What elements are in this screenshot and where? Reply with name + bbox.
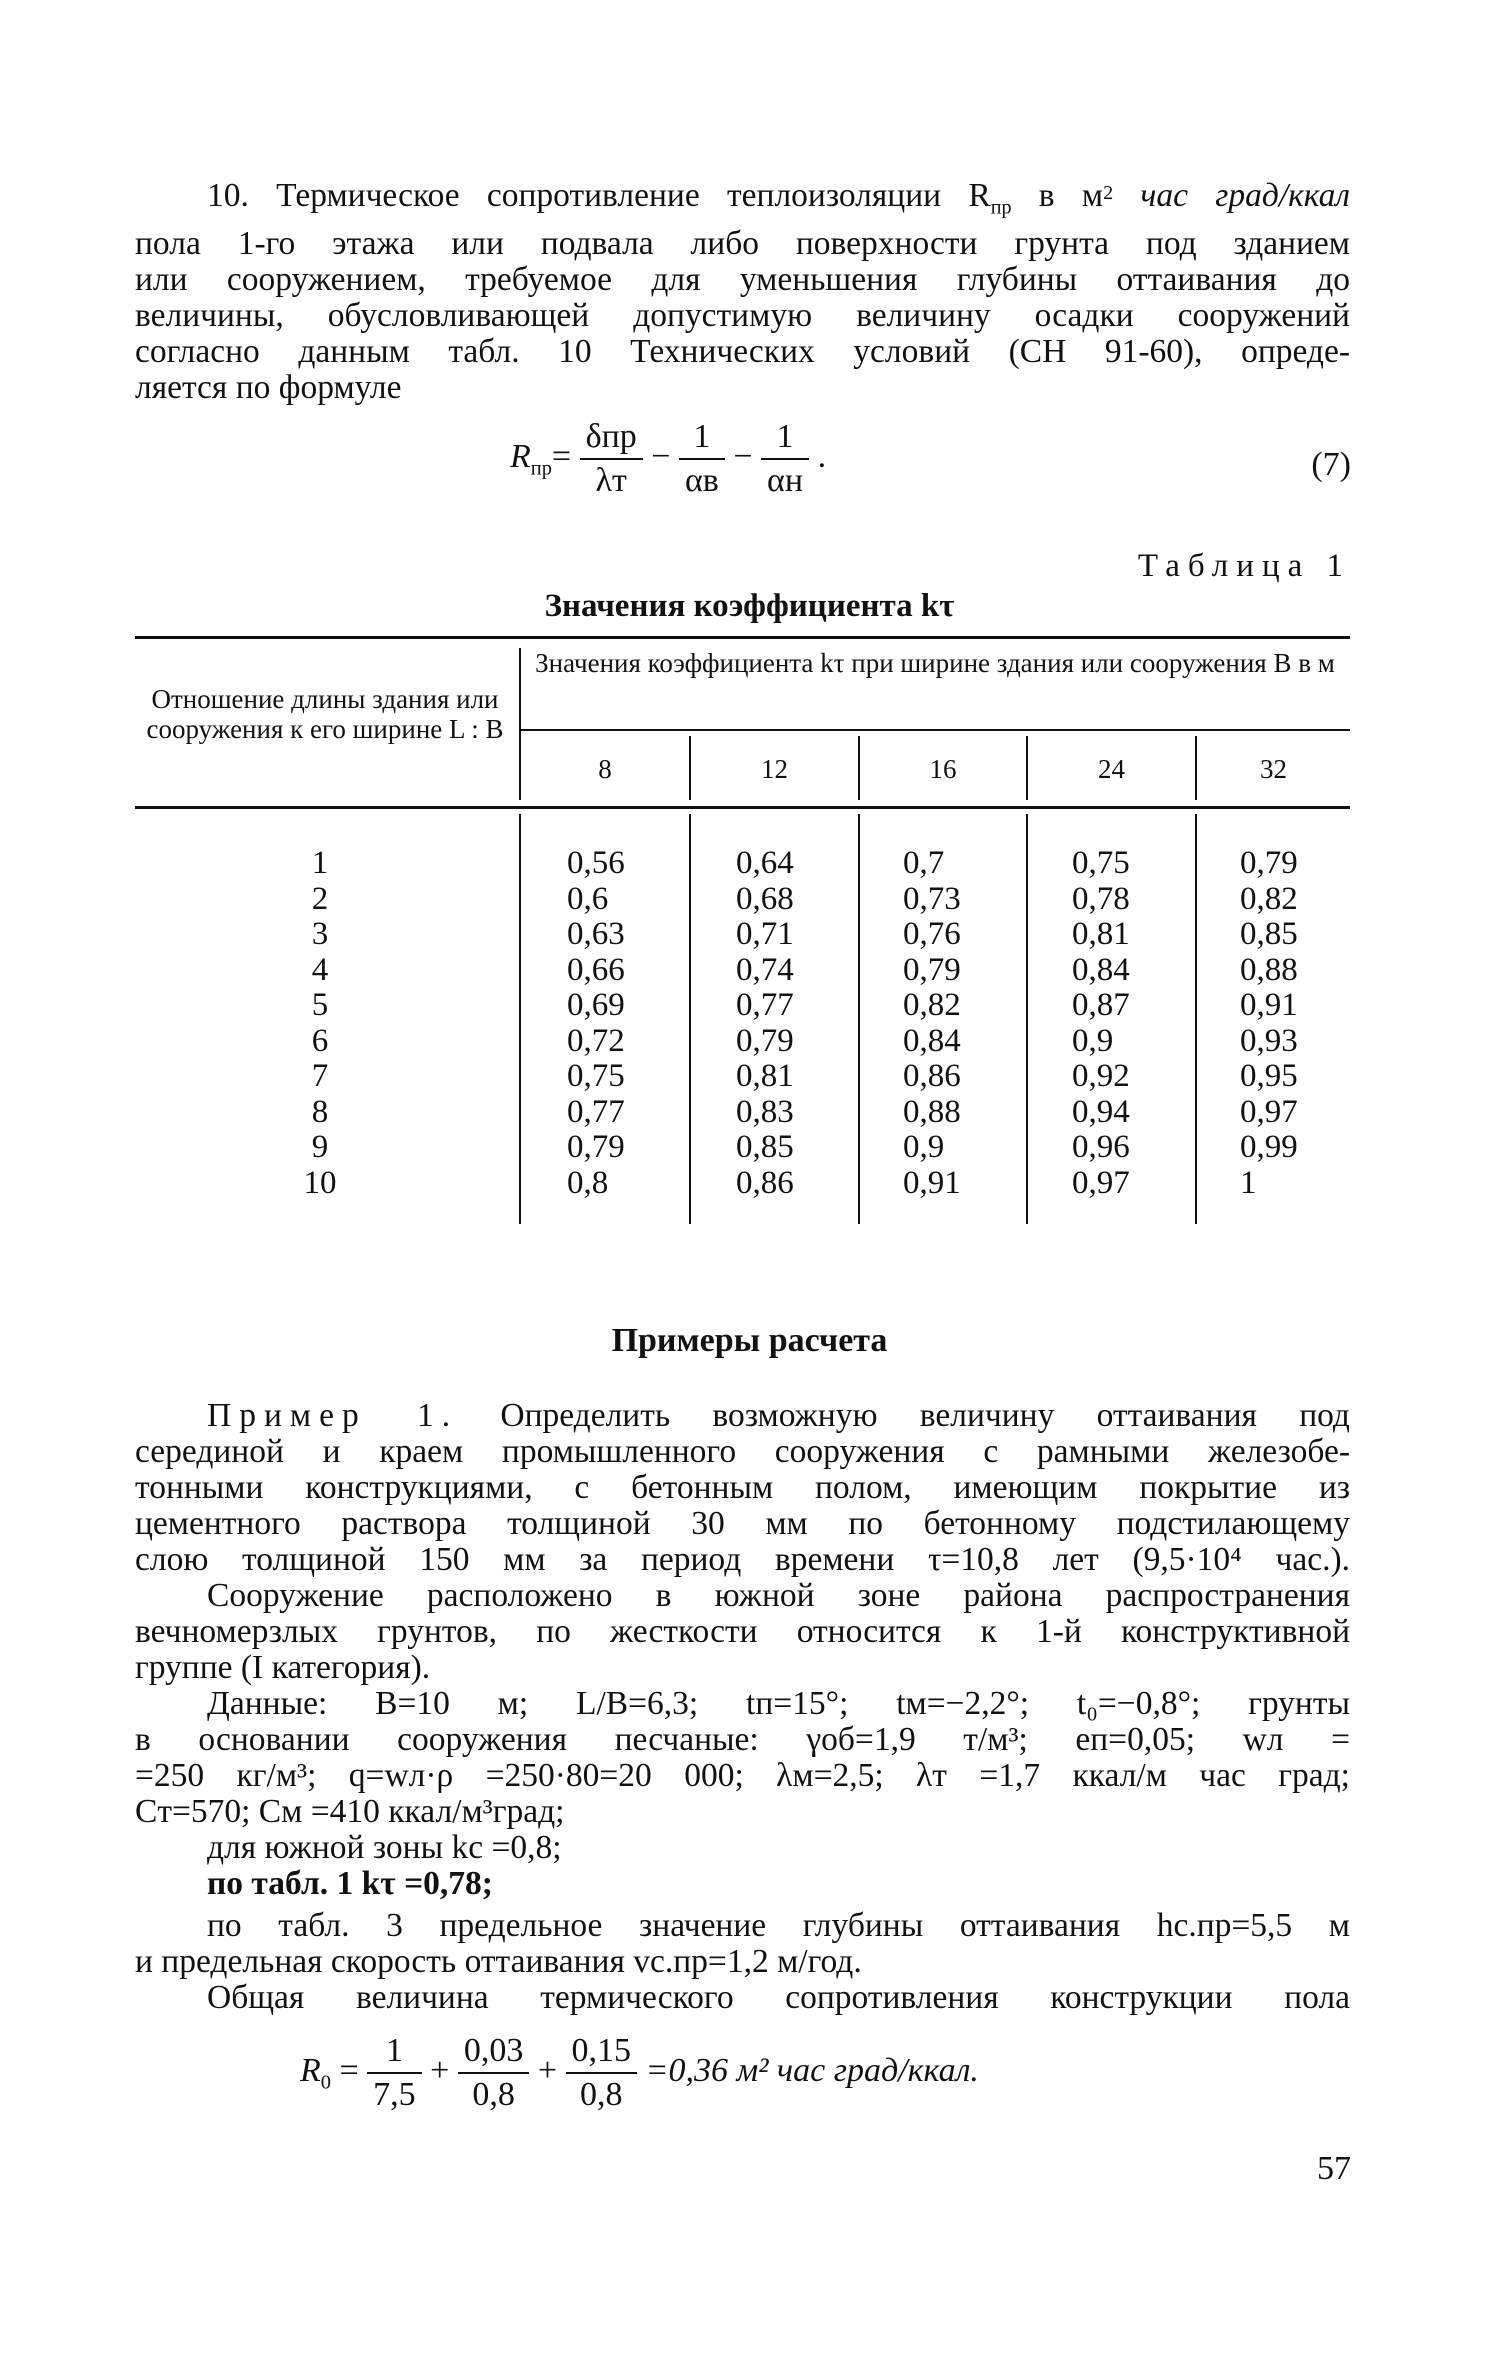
table-divider	[858, 814, 860, 1224]
table-label: Таблица 1	[1137, 548, 1351, 584]
fraction: $\frac{1}{\alpha в}$	[679, 418, 725, 500]
paragraph-line: ляется по формуле	[135, 368, 402, 406]
table-cell: 0,56	[567, 845, 625, 881]
table-cell: 0,9	[903, 1129, 945, 1165]
fraction: $\frac{0,03}{0,8}$	[458, 2032, 530, 2114]
paragraph-line: Общая величина термического сопротивления конструкции пола	[207, 1979, 1350, 2016]
table-cell: 0,6	[567, 880, 609, 917]
paragraph-line: Сооружение расположено в южной зоне района распространения	[207, 1577, 1350, 1614]
paragraph-line: Cт=570; Cм =410 ккал/м³град;	[135, 1793, 565, 1830]
fraction: $\frac{1}{7,5}$	[367, 2032, 422, 2114]
paragraph-line: для южной зоны kс =0,8;	[207, 1829, 562, 1866]
paragraph-10	[135, 178, 1350, 406]
table-cell: 0,82	[903, 987, 961, 1023]
section-heading: Примеры расчета	[611, 1322, 888, 1359]
paragraph-line: по табл. 1 kτ =0,78;	[207, 1865, 493, 1902]
page-number: 57	[1317, 2150, 1351, 2187]
fraction: $\frac{0,15}{0,8}$	[566, 2032, 638, 2114]
paragraph-line: =250 кг/м³; q=wл·ρ =250·80=20 000; λм=2,5; λт =1,7 ккал/м час град;	[135, 1757, 1350, 1794]
table-cell: 0,78	[1072, 880, 1130, 917]
table-header-rule	[521, 729, 1350, 731]
paragraph-line: серединой и краем промышленного сооружения с рамными железобе-	[135, 1433, 1350, 1470]
example-1	[135, 1398, 1350, 1578]
value-column	[567, 846, 625, 1201]
value-column	[1240, 846, 1298, 1201]
table-cell: 0,79	[736, 1022, 794, 1059]
table-cell: 0,8	[567, 1164, 609, 1201]
table-cell: 0,9	[1072, 1022, 1114, 1059]
formula-number: (7)	[1311, 446, 1351, 483]
value-column	[903, 846, 961, 1201]
paragraph-line: группе (I категория).	[135, 1649, 431, 1686]
paragraph-line: 10. Термическое сопротивление теплоизоляции $R_{пр}$ в $м^2$ час град/ккал	[207, 177, 1350, 219]
table-cell: 0,77	[736, 987, 794, 1023]
paragraph-line: в основании сооружения песчаные: γоб=1,9 т/м³; eп=0,05; wл =	[135, 1721, 1350, 1758]
table-cell: 0,69	[567, 987, 625, 1023]
table-divider	[1026, 814, 1028, 1224]
table-cell: 0,94	[1072, 1093, 1130, 1130]
paragraph-line: Пример 1. Определить возможную величину оттаивания под	[207, 1397, 1350, 1434]
paragraph-line: по табл. 3 предельное значение глубины оттаивания hс.пр=5,5 м	[207, 1907, 1350, 1944]
column-header: 32	[1260, 754, 1287, 784]
table-cell: 0,88	[1240, 951, 1298, 988]
paragraph-line: Данные: B=10 м; L/B=6,3; tп=15°; tм=−2,2°; t₀=−0,8°; грунты	[207, 1685, 1350, 1722]
table-cell: 0,75	[1072, 845, 1130, 881]
table-cell: 0,74	[736, 951, 794, 988]
fraction: $\frac{\text{δпр}}{\lambda т}$	[580, 418, 643, 500]
column-header: 24	[1098, 754, 1125, 784]
table-cell: 0,81	[1072, 916, 1130, 952]
paragraph-line: тонными конструкциями, с бетонным полом, имеющим покрытие из	[135, 1469, 1350, 1506]
paragraph	[135, 1980, 1350, 2016]
paragraph-line: пола 1-го этажа или подвала либо поверхности грунта под зданием	[135, 224, 1350, 262]
table-cell: 1	[311, 845, 329, 881]
table-cell: 0,99	[1240, 1129, 1298, 1165]
table-cell: 1	[1240, 1164, 1257, 1201]
table-cell: 0,81	[736, 1058, 794, 1094]
table-cell: 0,77	[567, 1093, 625, 1130]
table-cell: 0,82	[1240, 880, 1298, 917]
coefficient-table	[135, 636, 1350, 1238]
table-cell: 0,84	[1072, 951, 1130, 988]
table-cell: 2	[311, 880, 329, 917]
table-cell: 0,96	[1072, 1129, 1130, 1165]
paragraph-line: цементного раствора толщиной 30 мм по бетонному подстилающему	[135, 1505, 1350, 1542]
paragraph-line: величины, обусловливающей допустимую величину осадки сооружений	[135, 296, 1350, 334]
table-cell: 0,86	[903, 1058, 961, 1094]
column-header: 8	[598, 754, 612, 784]
table-divider	[689, 814, 691, 1224]
table-title: Значения коэффициента kτ	[544, 588, 955, 624]
table-cell: 10	[303, 1164, 337, 1201]
table-cell: 0,79	[903, 951, 961, 988]
table-cell: 0,84	[903, 1022, 961, 1059]
given-data	[135, 1686, 1350, 1902]
table-cell: 4	[311, 951, 329, 988]
table-cell: 0,85	[1240, 916, 1298, 952]
table-cell: 0,76	[903, 916, 961, 952]
table-cell: 3	[311, 916, 329, 952]
table-cell: 0,66	[567, 951, 625, 988]
formula-r0: $R_0$ = $\frac{1}{7,5}$ + $\frac{0,03}{0,8}$ + $\frac{0,15}{0,8}$ =0,36 м² час град/ккал.	[300, 2032, 979, 2113]
row-header: Отношение длины здания или сооружения к его ширине L : B	[146, 684, 504, 744]
table-cell: 0,79	[1240, 845, 1298, 881]
table-cell: 6	[311, 1022, 329, 1059]
paragraph-line: согласно данным табл. 10 Технических условий (СН 91-60), опреде-	[135, 332, 1350, 370]
table-cell: 0,64	[736, 845, 794, 881]
table-cell: 9	[311, 1129, 329, 1165]
table-divider	[1195, 814, 1197, 1224]
table-cell: 8	[311, 1093, 329, 1130]
paragraph-line: слою толщиной 150 мм за период времени τ=10,8 лет (9,5·10⁴ час.).	[135, 1541, 1350, 1578]
fraction: $\frac{1}{\alpha н}$	[761, 418, 809, 500]
table-cell: 5	[311, 987, 329, 1023]
table-cell: 0,72	[567, 1022, 625, 1059]
paragraph-line: вечномерзлых грунтов, по жесткости относится к 1-й конструктивной	[135, 1613, 1350, 1650]
table-cell: 0,73	[903, 880, 961, 917]
paragraph	[135, 1908, 1350, 1980]
table-cell: 0,91	[903, 1164, 961, 1201]
value-column	[1072, 846, 1130, 1201]
table-cell: 0,92	[1072, 1058, 1130, 1094]
table-cell: 7	[311, 1058, 329, 1094]
table-header-bottom-rule	[135, 806, 1350, 809]
table-cell: 0,83	[736, 1093, 794, 1130]
column-group-header: Значения коэффициента kτ при ширине здания или сооружения B в м	[535, 648, 1335, 678]
table-cell: 0,97	[1072, 1164, 1130, 1201]
table-cell: 0,95	[1240, 1058, 1298, 1094]
table-cell: 0,79	[567, 1129, 625, 1165]
value-column	[736, 846, 794, 1201]
table-cell: 0,87	[1072, 987, 1130, 1023]
paragraph-line: или сооружением, требуемое для уменьшения глубины оттаивания до	[135, 260, 1350, 298]
table-cell: 0,68	[736, 880, 794, 917]
table-cell: 0,88	[903, 1093, 961, 1130]
paragraph-line: и предельная скорость оттаивания vс.пр=1,2 м/год.	[135, 1943, 862, 1980]
paragraph	[135, 1578, 1350, 1686]
table-cell: 0,91	[1240, 987, 1298, 1023]
table-cell: 0,7	[903, 845, 945, 881]
table-cell: 0,97	[1240, 1093, 1298, 1130]
ratio-column	[285, 846, 355, 1201]
column-header: 16	[929, 754, 957, 784]
table-cell: 0,86	[736, 1164, 794, 1201]
table-cell: 0,75	[567, 1058, 625, 1094]
table-divider	[519, 814, 521, 1224]
formula-7: $R_{пр}=$ $\frac{\text{δпр}}{\lambda т}$ − $\frac{1}{\alpha в}$ − $\frac{1}{\alpha н}$ .	[510, 418, 827, 499]
table-cell: 0,85	[736, 1129, 794, 1165]
table-cell: 0,93	[1240, 1022, 1298, 1059]
column-header: 12	[761, 754, 788, 784]
table-cell: 0,63	[567, 916, 625, 952]
table-top-rule	[135, 636, 1350, 639]
table-cell: 0,71	[736, 916, 794, 952]
